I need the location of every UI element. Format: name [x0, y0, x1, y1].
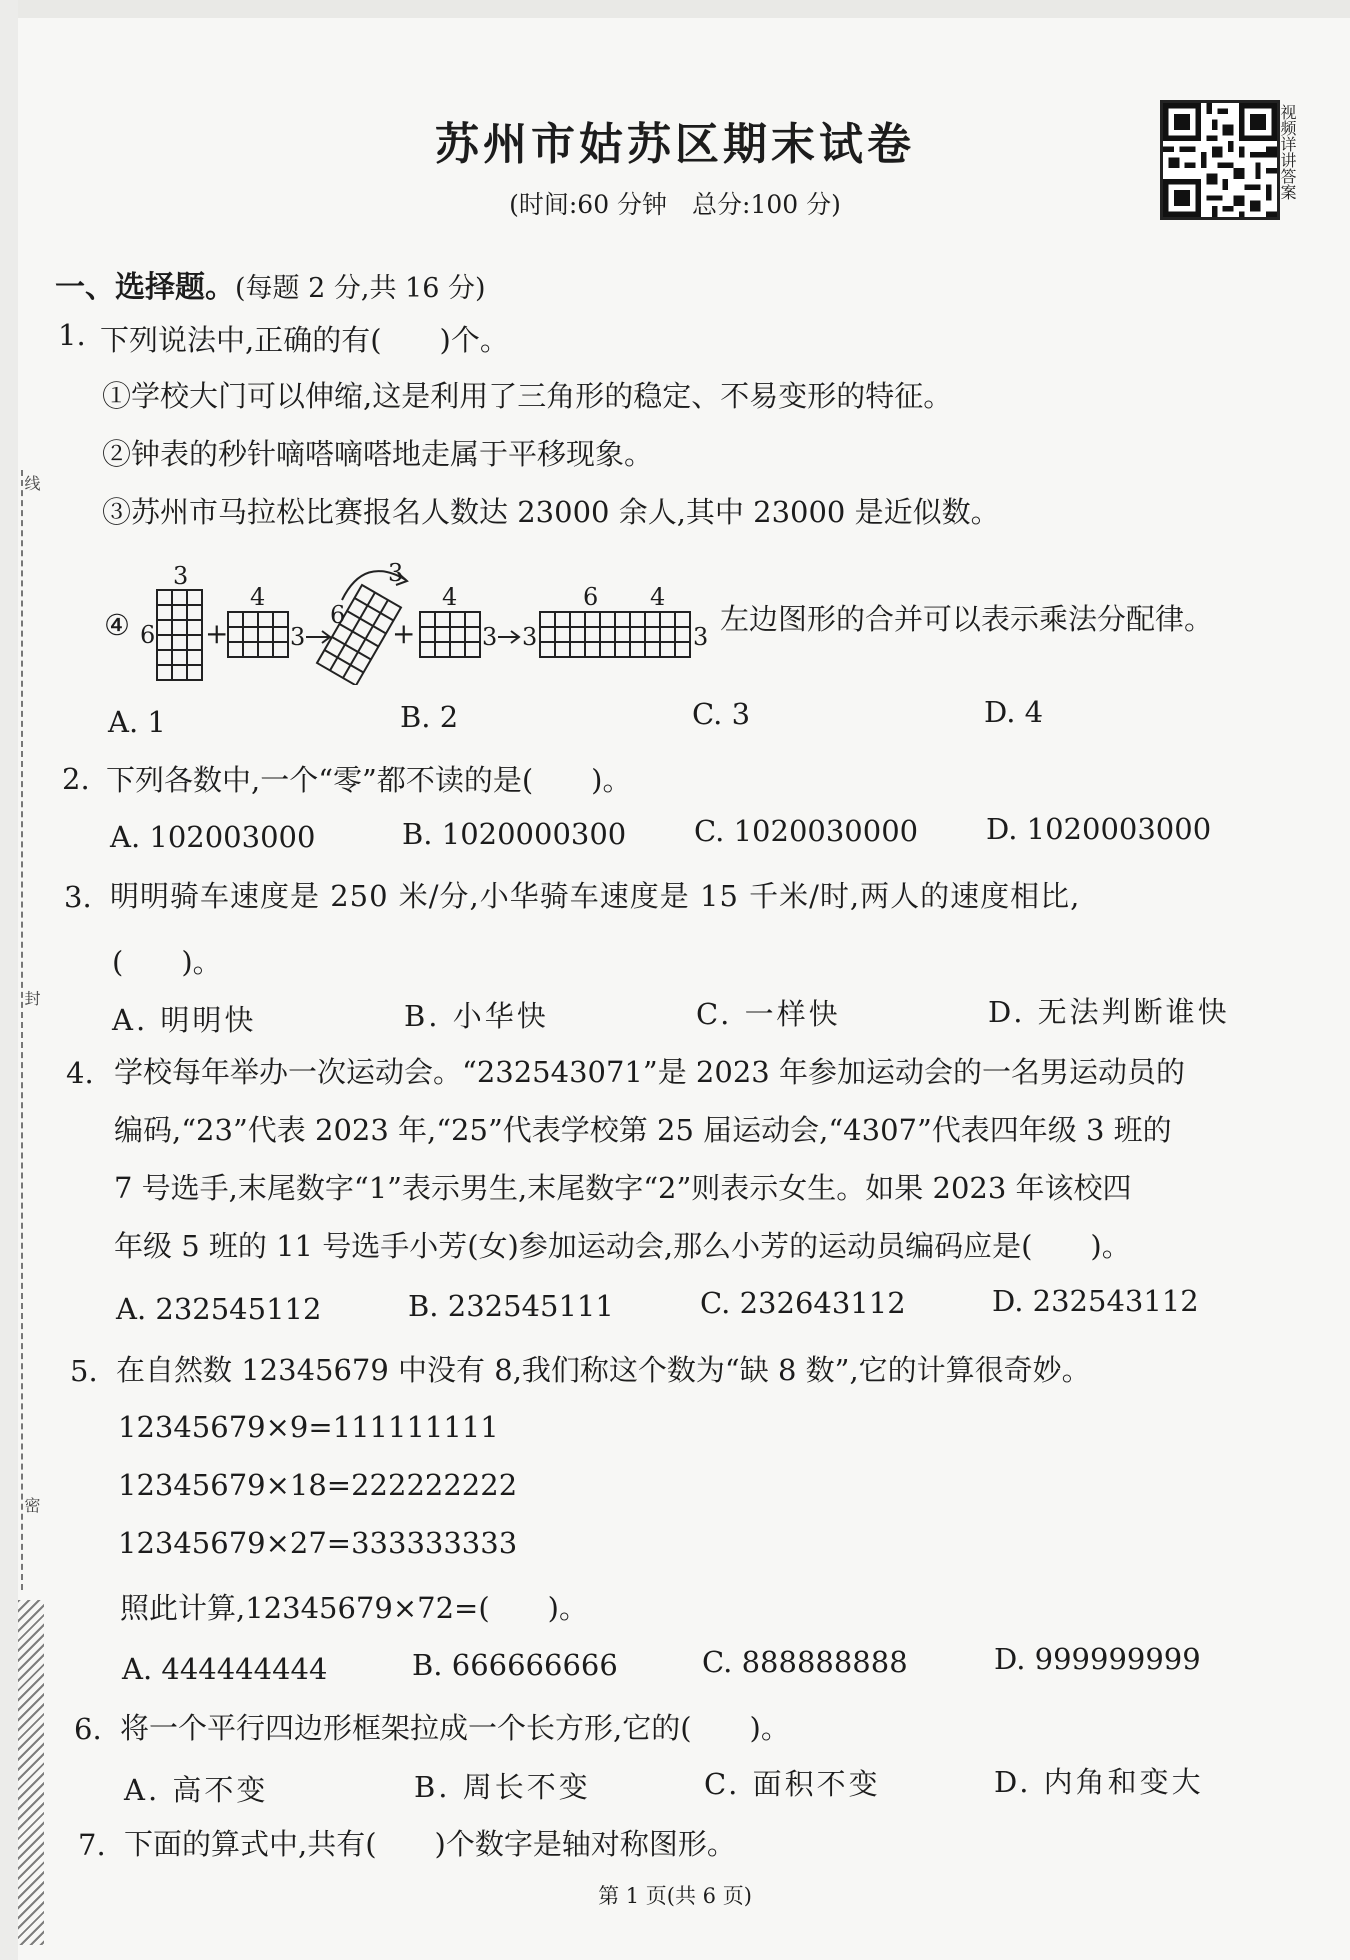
q5-equation-2: 12345679×18=222222222: [118, 1468, 518, 1502]
binding-label-xian: 线: [22, 475, 41, 491]
q6-option-b[interactable]: B. 周长不变: [414, 1770, 591, 1804]
grid5-top-label-a: 6: [583, 583, 599, 611]
grid-10x3: [540, 612, 690, 657]
q5-question: 照此计算,12345679×72=( )。: [120, 1591, 588, 1625]
q1-option-c[interactable]: C. 3: [692, 697, 751, 731]
q1-number: 1.: [58, 318, 86, 352]
arrow-right-icon: [306, 631, 330, 643]
q6-stem: 将一个平行四边形框架拉成一个长方形,它的( )。: [120, 1711, 790, 1745]
q3-stem-cont: ( )。: [112, 945, 222, 979]
grid2-right-label: 3: [290, 623, 306, 651]
binding-label-feng: 封: [22, 990, 41, 1006]
q4-line-4: 年级 5 班的 11 号选手小芳(女)参加运动会,那么小芳的运动员编码应是( )。: [114, 1229, 1131, 1263]
q1-statement-2: ②钟表的秒针嘀嗒嘀嗒地走属于平移现象。: [102, 437, 654, 471]
q2-option-b[interactable]: B. 1020000300: [402, 817, 627, 851]
q7-number: 7.: [78, 1828, 106, 1862]
q3-option-d[interactable]: D. 无法判断谁快: [988, 995, 1230, 1029]
q1-option-a[interactable]: A. 1: [108, 705, 166, 739]
q4-line-3: 7 号选手,末尾数字“1”表示男生,末尾数字“2”则表示女生。如果 2023 年该校四: [114, 1171, 1132, 1205]
q1-option-d[interactable]: D. 4: [984, 695, 1044, 729]
grid2-top-label: 4: [250, 583, 266, 611]
grid-3x6: [157, 590, 202, 680]
q4-option-c[interactable]: C. 232643112: [700, 1286, 906, 1320]
q3-option-a[interactable]: A. 明明快: [112, 1003, 257, 1037]
plus-sign-2: +: [392, 617, 416, 650]
q1-statement-4-mark: ④: [104, 608, 130, 642]
grid5-right-label: 3: [693, 623, 709, 651]
q4-line-1: 学校每年举办一次运动会。“232543071”是 2023 年参加运动会的一名男运动员的: [114, 1055, 1185, 1089]
q1-stem: 下列说法中,正确的有( )个。: [100, 323, 509, 357]
page-edge-left: [0, 0, 18, 1960]
q2-option-c[interactable]: C. 1020030000: [694, 814, 919, 848]
grid-4x3: [228, 612, 288, 657]
q5-option-c[interactable]: C. 888888888: [702, 1645, 908, 1679]
q1-statement-1: ①学校大门可以伸缩,这是利用了三角形的稳定、不易变形的特征。: [102, 379, 953, 413]
q4-option-b[interactable]: B. 232545111: [408, 1289, 614, 1323]
q1-option-b[interactable]: B. 2: [400, 700, 459, 734]
q5-equation-1: 12345679×9=111111111: [118, 1410, 499, 1444]
q5-option-b[interactable]: B. 666666666: [412, 1648, 618, 1682]
q2-number: 2.: [62, 762, 90, 796]
arrow-right-icon-2: [498, 631, 519, 643]
page-edge: [0, 0, 1350, 18]
section-heading: 一、选择题。(每题 2 分,共 16 分): [55, 270, 486, 305]
exam-subtitle: (时间:60 分钟 总分:100 分): [509, 190, 841, 219]
q3-stem: 明明骑车速度是 250 米/分,小华骑车速度是 15 千米/时,两人的速度相比,: [110, 879, 1081, 913]
q2-option-a[interactable]: A. 102003000: [110, 820, 316, 854]
q3-option-b[interactable]: B. 小华快: [404, 999, 549, 1033]
grid4-top-label: 4: [442, 583, 458, 611]
q5-option-d[interactable]: D. 999999999: [994, 1642, 1201, 1676]
q2-option-d[interactable]: D. 1020003000: [986, 812, 1212, 846]
q2-stem: 下列各数中,一个“零”都不读的是( )。: [106, 763, 632, 797]
q1-statement-3: ③苏州市马拉松比赛报名人数达 23000 余人,其中 23000 是近似数。: [102, 495, 1000, 529]
q5-number: 5.: [70, 1354, 98, 1388]
q6-option-c[interactable]: C. 面积不变: [704, 1767, 881, 1801]
q5-equation-3: 12345679×27=333333333: [118, 1526, 518, 1560]
q3-option-c[interactable]: C. 一样快: [696, 997, 841, 1031]
q5-option-a[interactable]: A. 444444444: [122, 1652, 328, 1686]
grid5-top-label-b: 4: [650, 583, 666, 611]
plus-sign: +: [205, 617, 229, 650]
grid1-left-label: 6: [140, 621, 156, 649]
q6-option-a[interactable]: A. 高不变: [124, 1773, 269, 1807]
exam-title: 苏州市姑苏区期末试卷: [435, 119, 915, 170]
binding-label-mi: 密: [22, 1497, 41, 1513]
grid5-left-label: 3: [522, 623, 538, 651]
q4-number: 4.: [66, 1056, 94, 1090]
grid-rotated: [317, 585, 401, 685]
q3-number: 3.: [64, 880, 92, 914]
q1-statement-4-text: 左边图形的合并可以表示乘法分配律。: [720, 602, 1214, 636]
grid3-top-label: 3: [388, 559, 404, 587]
q4-line-2: 编码,“23”代表 2023 年,“25”代表学校第 25 届运动会,“4307”代表四年级 3 班的: [114, 1113, 1172, 1147]
q5-stem: 在自然数 12345679 中没有 8,我们称这个数为“缺 8 数”,它的计算很奇妙。: [116, 1353, 1091, 1387]
distributive-law-figure: [104, 555, 1304, 685]
grid4-right-label: 3: [482, 623, 498, 651]
q6-option-d[interactable]: D. 内角和变大: [994, 1765, 1204, 1799]
q6-number: 6.: [74, 1712, 102, 1746]
q7-stem: 下面的算式中,共有( )个数字是轴对称图形。: [124, 1827, 736, 1861]
binding-dashed-line: [21, 470, 23, 1590]
q4-option-d[interactable]: D. 232543112: [992, 1284, 1199, 1318]
grid-4x3-b: [420, 612, 480, 657]
grid3-left-label: 6: [330, 601, 346, 629]
qr-caption: 视频详讲答案: [1278, 104, 1297, 200]
page-footer: 第 1 页(共 6 页): [598, 1884, 752, 1908]
grid1-top-label: 3: [173, 562, 189, 590]
qr-code-icon[interactable]: [1160, 100, 1280, 220]
q4-option-a[interactable]: A. 232545112: [116, 1292, 322, 1326]
